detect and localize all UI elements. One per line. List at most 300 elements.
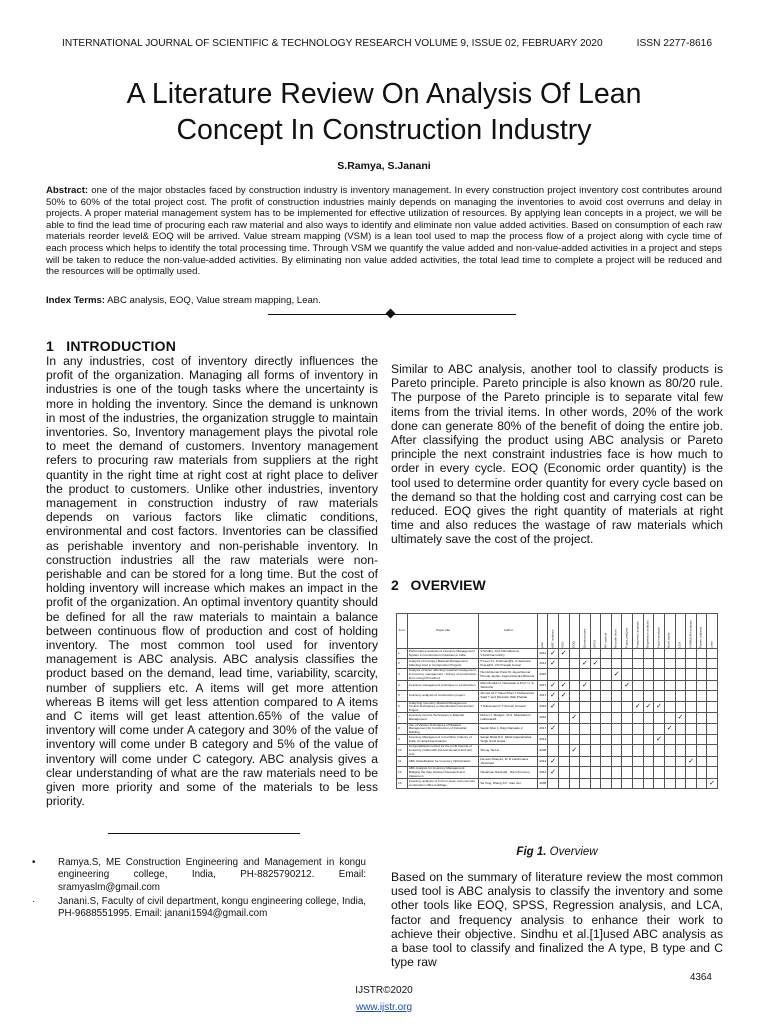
table-cell bbox=[675, 723, 686, 735]
table-cell bbox=[664, 669, 675, 681]
table-cell bbox=[675, 745, 686, 757]
table-cell bbox=[580, 735, 591, 745]
table-cell bbox=[707, 713, 718, 723]
table-header-cell: EOQ bbox=[569, 614, 580, 649]
abstract bbox=[46, 185, 722, 278]
table-header-cell: Regression analysis bbox=[643, 614, 654, 649]
table-cell bbox=[643, 649, 654, 659]
table-header-cell: ABC analysis bbox=[548, 614, 559, 649]
abstract-text: one of the major obstacles faced by construction industry is inventory management. In every construction project inventory cost contributes around 50% to 60% of the total project cost. The profit of construction industries mainly depends on managing the inventories to avoid cost overruns and delay in projects. A proper material management system has to be implemented for effective utilization of resources. By applying lean concepts in a project, we will be able to find the lead time of procuring each raw material and also ways to identify and eliminate non value added activities. Based on consumption of each raw materials reorder level& EOQ will be arrived. Value stream mapping (VSM) is a lean tool used to map the process flow of a project along with cycle time of each process which helps to identify the total processing time. Through VSM we quantify the value added and non-value-added activities in a project and steps will be taken to reduce the non-value-added activities. By eliminating non value added activities, the total lead time to complete a project will be reduced and the resources will be optimally used. bbox=[46, 185, 722, 278]
table-cell: ABC Classification for Inventory Optimization bbox=[407, 757, 479, 767]
pareto-paragraph: Similar to ABC analysis, another tool to classify products is Pareto principle. Pareto principle is also known as 80/20 rule. The purpose of the Pareto principle is to separate vital few items from the trivial items. In other words, 20% of the work done can generate 80% of the benefit of doing the entire job. After classifying the product using ABC analysis or Pareto principle the next constraint industries face is how much to order in every cycle. EOQ (Economic order quantity) is the tool used to determine order quantity for every cycle based on the demand so that the holding cost and carrying cost can be reduced. EOQ gives the right quantity of materials at right time and also reduces the wastage of raw materials which ultimately save the cost of the project. bbox=[391, 362, 723, 547]
table-cell bbox=[654, 723, 665, 735]
table-cell: Sayali Shet 1, Raju Narwade 2 bbox=[479, 723, 538, 735]
table-cell: 2008 bbox=[538, 779, 548, 789]
table-header-cell: LCA bbox=[675, 614, 686, 649]
table-cell bbox=[601, 757, 611, 767]
check-icon: ✓ bbox=[654, 701, 665, 713]
table-cell bbox=[548, 745, 559, 757]
table-cell: S.Sindhu, Dr.K.Nirmalkumar, V.Krishnamoorthy bbox=[479, 649, 538, 659]
table-cell bbox=[622, 701, 633, 713]
check-icon: ✓ bbox=[611, 669, 622, 681]
table-cell: 12 bbox=[397, 767, 408, 779]
table-cell bbox=[643, 691, 654, 701]
table-cell bbox=[611, 757, 622, 767]
table-cell bbox=[696, 735, 706, 745]
table-cell bbox=[664, 659, 675, 669]
table-cell bbox=[654, 681, 665, 691]
table-cell: 2017 bbox=[538, 691, 548, 701]
table-cell bbox=[643, 767, 654, 779]
table-cell bbox=[707, 669, 718, 681]
table-cell bbox=[590, 735, 601, 745]
table-cell bbox=[633, 691, 644, 701]
table-cell bbox=[707, 691, 718, 701]
table-cell bbox=[590, 669, 601, 681]
footnote-1-bullet: • bbox=[32, 857, 36, 868]
table-cell bbox=[548, 735, 559, 745]
table-header-cell: Author bbox=[479, 614, 538, 649]
table-cell bbox=[664, 757, 675, 767]
table-cell bbox=[590, 649, 601, 659]
table-cell bbox=[664, 701, 675, 713]
table-cell bbox=[601, 713, 611, 723]
table-cell bbox=[580, 691, 591, 701]
table-cell: 2013 bbox=[538, 757, 548, 767]
table-row bbox=[397, 745, 718, 757]
table-cell: Inventory analysis of LCA on steel- and concrete construction office buildings bbox=[407, 779, 479, 789]
table-cell bbox=[611, 713, 622, 723]
table-header-cell: Frequency analysis bbox=[633, 614, 644, 649]
table-cell bbox=[580, 757, 591, 767]
table-cell bbox=[611, 723, 622, 735]
table-cell: 1 bbox=[397, 649, 408, 659]
table-cell: Computational method for the profit bounds of inventory model with interval demand and unit cost bbox=[407, 745, 479, 757]
table-cell bbox=[590, 745, 601, 757]
journal-name: INTERNATIONAL JOURNAL OF SCIENTIFIC & TECHNOLOGY RESEARCH VOLUME 9, ISSUE 02, FEBRUARY 2020 bbox=[62, 38, 603, 49]
table-cell bbox=[707, 681, 718, 691]
table-cell bbox=[601, 723, 611, 735]
table-row bbox=[397, 701, 718, 713]
table-header-cell: Fuzzy analysis bbox=[622, 614, 633, 649]
table-cell bbox=[601, 649, 611, 659]
table-cell bbox=[696, 745, 706, 757]
table-cell bbox=[601, 745, 611, 757]
table-header-cell: S.no bbox=[397, 614, 408, 649]
table-cell bbox=[590, 723, 601, 735]
check-icon: ✓ bbox=[654, 735, 665, 745]
running-header bbox=[62, 38, 712, 49]
table-cell bbox=[643, 745, 654, 757]
table-cell bbox=[601, 767, 611, 779]
table-cell bbox=[643, 779, 654, 789]
table-cell: 2016 bbox=[538, 713, 548, 723]
table-cell bbox=[622, 723, 633, 735]
table-cell: Performance Analysis of Inventory Management System in Construction Industries in India bbox=[407, 649, 479, 659]
table-cell bbox=[580, 649, 591, 659]
table-header-cell: Lean bbox=[707, 614, 718, 649]
table-cell bbox=[622, 713, 633, 723]
table-cell bbox=[696, 779, 706, 789]
table-cell bbox=[633, 735, 644, 745]
table-row bbox=[397, 649, 718, 659]
table-cell bbox=[580, 713, 591, 723]
check-icon: ✓ bbox=[590, 659, 601, 669]
table-header-cell: Factor analysis bbox=[654, 614, 665, 649]
table-cell bbox=[590, 713, 601, 723]
table-cell: Devesh Dhaiya1, Dr R Lakshmana Jhnuana2 bbox=[479, 757, 538, 767]
table-cell: 13 bbox=[397, 779, 408, 789]
table-cell bbox=[622, 659, 633, 669]
table-row bbox=[397, 735, 718, 745]
table-cell bbox=[675, 779, 686, 789]
table-cell: 9 bbox=[397, 735, 408, 745]
table-cell bbox=[654, 757, 665, 767]
table-cell bbox=[601, 669, 611, 681]
table-cell bbox=[601, 691, 611, 701]
table-cell bbox=[696, 701, 706, 713]
figure-label: Fig 1. bbox=[516, 846, 547, 858]
table-header-cell: Work study bbox=[664, 614, 675, 649]
table-cell bbox=[633, 713, 644, 723]
table-cell bbox=[707, 723, 718, 735]
table-cell bbox=[675, 691, 686, 701]
table-cell bbox=[654, 767, 665, 779]
check-icon: ✓ bbox=[548, 757, 559, 767]
table-cell bbox=[558, 779, 569, 789]
table-cell bbox=[654, 779, 665, 789]
footnote-1 bbox=[32, 857, 366, 894]
check-icon: ✓ bbox=[569, 713, 580, 723]
table-cell bbox=[601, 701, 611, 713]
table-cell: 5 bbox=[397, 691, 408, 701]
table-cell bbox=[558, 757, 569, 767]
table-cell bbox=[601, 779, 611, 789]
table-cell: Inventory analysis of construction project bbox=[407, 691, 479, 701]
table-cell bbox=[675, 701, 686, 713]
table-cell bbox=[643, 713, 654, 723]
table-header-cell: Paper title bbox=[407, 614, 479, 649]
table-row bbox=[397, 767, 718, 779]
table-cell bbox=[633, 757, 644, 767]
table-header-cell: VED bbox=[558, 614, 569, 649]
section-2-number: 2 bbox=[391, 577, 399, 593]
table-cell bbox=[569, 779, 580, 789]
footnote-rule bbox=[108, 833, 300, 834]
table-cell bbox=[654, 649, 665, 659]
table-cell bbox=[654, 691, 665, 701]
page-number: 4364 bbox=[690, 972, 712, 983]
table-cell bbox=[664, 713, 675, 723]
table-cell bbox=[675, 669, 686, 681]
title-line-2: Concept In Construction Industry bbox=[176, 114, 592, 146]
table-cell bbox=[580, 669, 591, 681]
table-cell bbox=[633, 659, 644, 669]
title-line-1: A Literature Review On Analysis Of Lean bbox=[126, 78, 642, 110]
table-header-cell: SPSS bbox=[590, 614, 601, 649]
diamond-ornament-icon bbox=[386, 309, 396, 319]
check-icon: ✓ bbox=[643, 701, 654, 713]
footnote-1-text: Ramya.S, ME Construction Engineering and Management in kongu engineering college, India, PH-8825790212. Email: sramyaslm@gmail.com bbox=[58, 857, 366, 893]
table-cell: 6 bbox=[397, 701, 408, 713]
table-cell: Inventory management technique in construction bbox=[407, 681, 479, 691]
table-cell bbox=[590, 701, 601, 713]
table-cell bbox=[664, 745, 675, 757]
table-cell: 2008 bbox=[538, 745, 548, 757]
section-1-heading bbox=[46, 338, 176, 354]
footnote-2-text: Janani.S, Faculty of civil department, kongu engineering college, India, PH-9688551995. Email: janani1594@gmail.com bbox=[58, 896, 366, 920]
table-cell bbox=[675, 757, 686, 767]
table-cell: Miss.Monika N. Nanawate & Prof. U. S. Salunkhe bbox=[479, 681, 538, 691]
table-cell bbox=[569, 767, 580, 779]
table-cell: 2015 bbox=[538, 669, 548, 681]
table-cell bbox=[696, 659, 706, 669]
check-icon: ✓ bbox=[548, 691, 559, 701]
table-cell bbox=[611, 779, 622, 789]
table-cell bbox=[686, 723, 697, 735]
table-cell bbox=[569, 659, 580, 669]
section-2-title: OVERVIEW bbox=[410, 577, 486, 593]
table-cell: 2016 bbox=[538, 701, 548, 713]
table-cell bbox=[569, 691, 580, 701]
table-cell bbox=[643, 669, 654, 681]
table-cell bbox=[558, 735, 569, 745]
table-header-cell: RII method bbox=[601, 614, 611, 649]
table-cell bbox=[569, 701, 580, 713]
table-cell bbox=[696, 649, 706, 659]
check-icon: ✓ bbox=[548, 659, 559, 669]
table-cell bbox=[622, 735, 633, 745]
table-cell bbox=[590, 757, 601, 767]
table-cell bbox=[696, 713, 706, 723]
table-cell bbox=[580, 723, 591, 735]
table-cell bbox=[622, 745, 633, 757]
table-cell bbox=[611, 767, 622, 779]
table-cell: 8 bbox=[397, 723, 408, 735]
table-cell bbox=[633, 669, 644, 681]
index-terms-label: Index Terms: bbox=[46, 295, 106, 306]
table-row bbox=[397, 723, 718, 735]
table-cell bbox=[664, 649, 675, 659]
check-icon: ✓ bbox=[548, 649, 559, 659]
table-cell bbox=[601, 681, 611, 691]
table-cell bbox=[696, 767, 706, 779]
abstract-label: Abstract: bbox=[46, 185, 89, 196]
table-cell bbox=[590, 691, 601, 701]
table-cell: Analyzing Inventory Material Management Control Techniques on Residential Construction Project bbox=[407, 701, 479, 713]
table-cell bbox=[686, 713, 697, 723]
footnote-2 bbox=[32, 896, 366, 921]
table-row bbox=[397, 691, 718, 701]
introduction-body: In any industries, cost of inventory directly influences the profit of the organization. Managing all forms of inventory in industries is one of the tough tasks where the uncertainty is more in holding the inventory. Since the demand is unknown in most of the industries, the organization struggle to maintain inventories. So, Inventory management plays the pivotal role to meet the demand of customers. Inventory management refers to procuring raw materials from suppliers at the right quantity in the right time at right cost at right place to deliver the product to customers. Unlike other industries, inventory management in construction industry of raw materials depends on various factors like climatic conditions, environmental and cost factors. Inventories can be classified as perishable inventory and non-perishable inventory. In construction industries all the raw materials were non-perishable and can be stored for a long time. But the cost of holding inventory will increase which makes an impact in the profit of the organization. An optimal inventory quantity should be defined for all the raw materials to maintain a balance between continuous flow of production and cost of holding inventory. The most common tool used for inventory management is ABC analysis. ABC analysis classifies the product based on the demand, lead time, variability, scarcity, number of suppliers etc. A items will get more attention whereas B items will get less attention compared to A items and C items will get least attention.65% of the value of inventory will come under A category and 30% of the value of inventory will come under B category and 5% of the value of inventory will come under C category. ABC analysis gives a clear understanding of what are the raw materials need to be given more priority and some of the materials to be less priority. bbox=[46, 354, 378, 809]
table-cell bbox=[569, 735, 580, 745]
check-icon: ✓ bbox=[569, 745, 580, 757]
table-cell bbox=[611, 681, 622, 691]
table-cell bbox=[548, 779, 559, 789]
table-cell bbox=[558, 713, 569, 723]
table-cell bbox=[675, 735, 686, 745]
table-cell bbox=[622, 779, 633, 789]
table-cell bbox=[707, 701, 718, 713]
index-terms bbox=[46, 295, 722, 306]
table-cell bbox=[686, 681, 697, 691]
table-cell bbox=[654, 745, 665, 757]
table-cell bbox=[590, 767, 601, 779]
table-cell bbox=[696, 669, 706, 681]
table-cell bbox=[558, 723, 569, 735]
table-cell bbox=[633, 723, 644, 735]
check-icon: ✓ bbox=[580, 659, 591, 669]
table-cell bbox=[633, 779, 644, 789]
overview-table-body bbox=[397, 649, 718, 789]
check-icon: ✓ bbox=[580, 681, 591, 691]
overview-table-header bbox=[397, 614, 718, 649]
table-cell bbox=[707, 757, 718, 767]
table-cell: Inventory Management in Fertilizer Industry of India: An Empirical Analysis bbox=[407, 735, 479, 745]
table-cell bbox=[633, 649, 644, 659]
table-cell bbox=[601, 659, 611, 669]
footer-copyright: IJSTR©2020 bbox=[355, 985, 413, 996]
table-cell bbox=[590, 681, 601, 691]
table-header-cell: Pareto analysis bbox=[696, 614, 706, 649]
table-cell: Haslaimar Ravindar , Ram B Innoco bbox=[479, 767, 538, 779]
table-cell bbox=[611, 745, 622, 757]
table-row bbox=[397, 659, 718, 669]
table-cell bbox=[633, 681, 644, 691]
table-row bbox=[397, 669, 718, 681]
table-cell bbox=[548, 669, 559, 681]
table-cell bbox=[696, 723, 706, 735]
table-cell bbox=[707, 735, 718, 745]
table-cell bbox=[654, 713, 665, 723]
table-cell bbox=[569, 757, 580, 767]
table-cell: Sa Xing, Zhang Xu*, Gao Jun bbox=[479, 779, 538, 789]
table-cell bbox=[686, 669, 697, 681]
table-cell bbox=[643, 757, 654, 767]
table-cell: Hemishkumar Patel Dr.Jayeshkumar Pitroda Jaydev Jagmanhandra Bhavsar bbox=[479, 669, 538, 681]
table-cell bbox=[622, 767, 633, 779]
table-cell bbox=[611, 649, 622, 659]
table-cell: 4 bbox=[397, 681, 408, 691]
footnote-2-bullet: · bbox=[32, 896, 36, 907]
footer-website-link[interactable]: www.ijstr.org bbox=[355, 1002, 413, 1013]
table-cell bbox=[548, 713, 559, 723]
table-cell bbox=[580, 745, 591, 757]
table-cell bbox=[686, 649, 697, 659]
table-cell bbox=[569, 723, 580, 735]
section-1-title: INTRODUCTION bbox=[66, 338, 177, 354]
table-cell bbox=[664, 779, 675, 789]
table-header-cell: year bbox=[538, 614, 548, 649]
table-cell: Analysis of Improper Material Management Affecting Cost in Construction Projects bbox=[407, 659, 479, 669]
table-cell: T.Subramani P, T.Suresh Kumar2 bbox=[479, 701, 538, 713]
table-cell bbox=[622, 757, 633, 767]
table-cell: Rohan J. Madge1, Prof. Shashank K. Lakhandal3 bbox=[479, 713, 538, 723]
table-cell bbox=[664, 681, 675, 691]
table-cell bbox=[643, 735, 654, 745]
table-cell bbox=[707, 745, 718, 757]
table-row bbox=[397, 779, 718, 789]
table-cell bbox=[622, 649, 633, 659]
index-terms-text: ABC analysis, EOQ, Value stream mapping, Lean. bbox=[105, 295, 321, 306]
table-cell: 2017 bbox=[538, 723, 548, 735]
table-cell bbox=[580, 701, 591, 713]
table-cell bbox=[696, 757, 706, 767]
table-cell bbox=[643, 681, 654, 691]
figure-caption bbox=[391, 846, 723, 858]
table-cell bbox=[601, 735, 611, 745]
overview-table bbox=[396, 613, 718, 789]
table-cell bbox=[611, 691, 622, 701]
table-cell bbox=[569, 649, 580, 659]
table-cell bbox=[643, 659, 654, 669]
table-cell bbox=[686, 659, 697, 669]
table-cell bbox=[686, 779, 697, 789]
issn: ISSN 2277-8616 bbox=[636, 38, 712, 49]
check-icon: ✓ bbox=[548, 723, 559, 735]
table-cell bbox=[707, 767, 718, 779]
table-row bbox=[397, 713, 718, 723]
table-cell bbox=[707, 659, 718, 669]
table-cell bbox=[569, 669, 580, 681]
table-cell bbox=[622, 691, 633, 701]
table-cell bbox=[686, 691, 697, 701]
table-cell bbox=[633, 767, 644, 779]
table-cell bbox=[590, 779, 601, 789]
table-cell bbox=[696, 681, 706, 691]
table-row bbox=[397, 757, 718, 767]
paper-title bbox=[60, 76, 708, 148]
check-icon: ✓ bbox=[707, 779, 718, 789]
check-icon: ✓ bbox=[548, 681, 559, 691]
table-cell bbox=[664, 691, 675, 701]
check-icon: ✓ bbox=[633, 701, 644, 713]
table-cell bbox=[675, 681, 686, 691]
table-cell bbox=[654, 659, 665, 669]
check-icon: ✓ bbox=[558, 691, 569, 701]
table-cell bbox=[686, 745, 697, 757]
table-cell bbox=[675, 659, 686, 669]
table-cell: 2 bbox=[397, 659, 408, 669]
check-icon: ✓ bbox=[622, 681, 633, 691]
check-icon: ✓ bbox=[548, 767, 559, 779]
table-cell bbox=[675, 649, 686, 659]
table-cell: 3 bbox=[397, 669, 408, 681]
table-cell: Use of Various Techniques of Material Management for Construction of Industrial Building bbox=[407, 723, 479, 735]
table-cell bbox=[707, 649, 718, 659]
table-cell: ABC Analysis for Inventory Management: Bridging the Gap between Research and Classroom bbox=[407, 767, 479, 779]
table-cell bbox=[696, 691, 706, 701]
table-cell bbox=[611, 659, 622, 669]
table-cell bbox=[580, 767, 591, 779]
table-cell: Analysis of factor affecting material management & inventory management : Survey of construction firms using RII method bbox=[407, 669, 479, 681]
table-cell bbox=[558, 701, 569, 713]
table-cell bbox=[643, 723, 654, 735]
table-cell: 10 bbox=[397, 745, 408, 757]
table-cell: 2014 bbox=[538, 767, 548, 779]
section-1-number: 1 bbox=[46, 338, 54, 354]
table-cell: 11 bbox=[397, 757, 408, 767]
table-cell bbox=[569, 681, 580, 691]
table-cell bbox=[558, 745, 569, 757]
authors: S.Ramya, S.Janani bbox=[337, 160, 431, 172]
table-cell bbox=[611, 701, 622, 713]
table-cell: 2014 bbox=[538, 649, 548, 659]
table-cell bbox=[633, 745, 644, 757]
table-header-cell: Questionnaire bbox=[580, 614, 591, 649]
table-cell bbox=[558, 669, 569, 681]
check-icon: ✓ bbox=[686, 757, 697, 767]
